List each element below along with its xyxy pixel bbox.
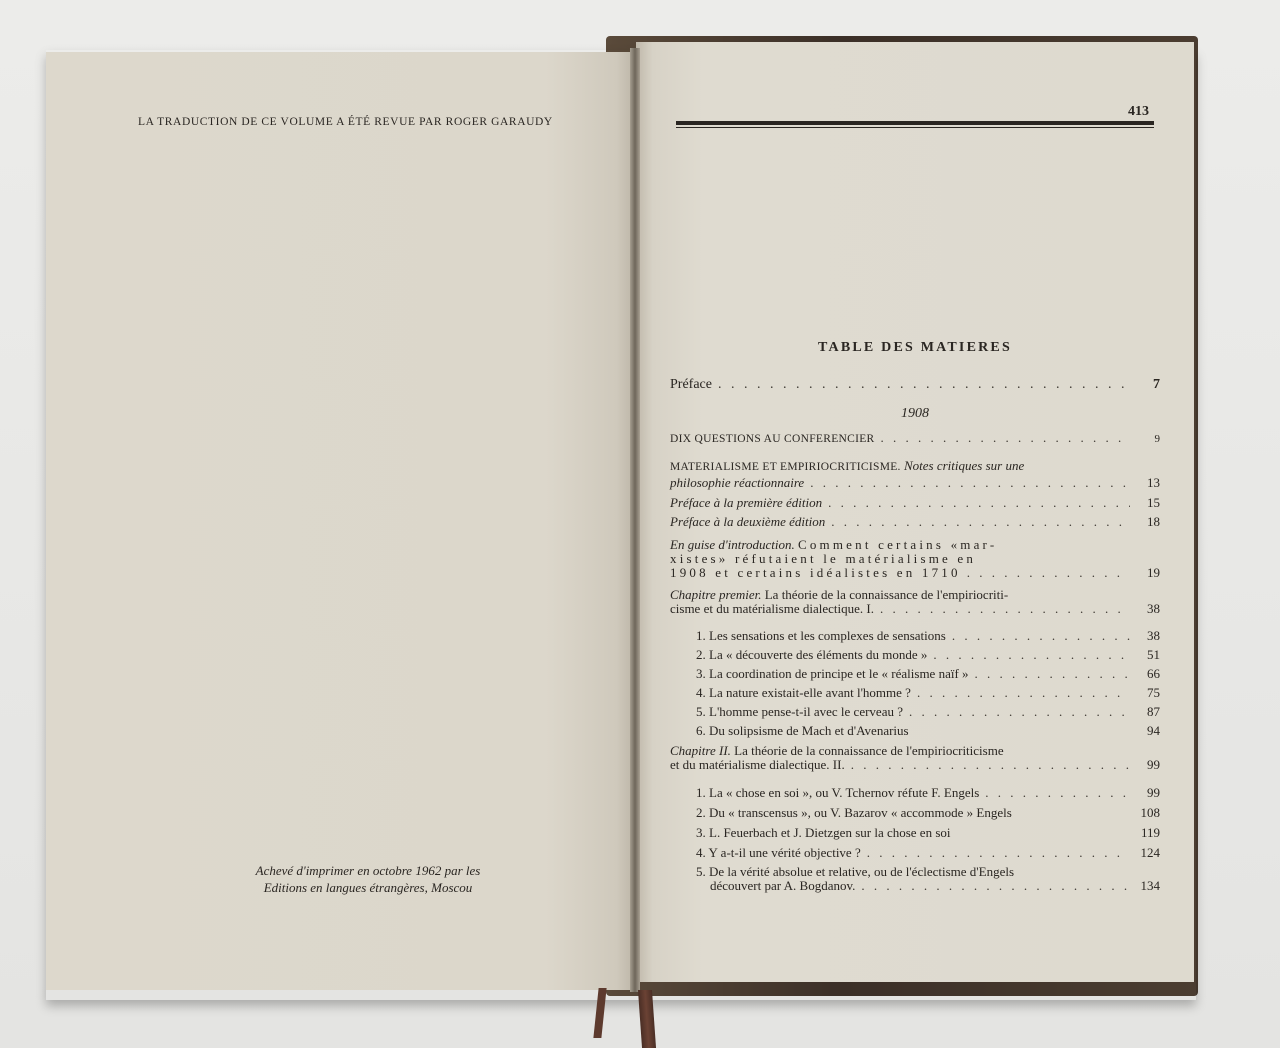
- toc-entry-preface-premiere: [670, 496, 1160, 510]
- toc-subsection: [696, 724, 1160, 738]
- toc-subsection-page: 87: [1147, 704, 1160, 719]
- toc-entry-page: 9: [1154, 433, 1160, 445]
- toc-subsection-page: 124: [1140, 845, 1160, 860]
- toc-entry-label: Préface à la première édition: [670, 495, 823, 510]
- left-page: [46, 52, 634, 990]
- dot-leader: [952, 629, 1130, 643]
- toc-entry-page: 19: [1147, 565, 1160, 580]
- header-rule-thick: [676, 121, 1154, 125]
- toc-subsection-label: 2. Du « transcensus », ou V. Bazarov « accommode » Engels: [696, 805, 1012, 820]
- toc-entry-introduction: [670, 538, 1160, 580]
- toc-subsection-page: 119: [1140, 825, 1160, 840]
- toc-entry-preface-deuxieme: [670, 515, 1160, 529]
- toc-subsection-label: 3. La coordination de principe et le « réalisme naïf »: [696, 666, 969, 681]
- toc-subsection-page: 75: [1147, 685, 1160, 700]
- toc-subsection-label: 3. L. Feuerbach et J. Dietzgen sur la chose en soi: [696, 825, 951, 840]
- toc-subsection-label: 5. De la vérité absolue et relative, ou de l'éclectisme d'Engels: [696, 864, 1015, 879]
- dot-leader: [861, 879, 1130, 893]
- toc-entry-dix-questions: [670, 431, 1160, 446]
- toc-subsection: [696, 686, 1160, 700]
- toc-subsection-label: 4. Y a-t-il une vérité objective ?: [696, 845, 861, 860]
- toc-subsection: [696, 786, 1160, 800]
- dot-leader: [831, 515, 1130, 529]
- book-gutter: [630, 48, 640, 992]
- toc-entry-label-italic: Chapitre premier.: [670, 587, 762, 602]
- dot-leader: [718, 378, 1130, 392]
- toc-subsection: [696, 846, 1160, 860]
- toc-subsection-label-2: découvert par A. Bogdanov.: [710, 878, 856, 893]
- toc-subsection-label: 1. Les sensations et les complexes de sensations: [696, 628, 946, 643]
- toc-entry-materialisme: [670, 459, 1160, 490]
- toc-subsection: [696, 705, 1160, 719]
- toc-subsection-label: 4. La nature existait-elle avant l'homme ?: [696, 685, 911, 700]
- toc-subsection-page: 94: [1147, 723, 1160, 738]
- toc-subsection-page: 99: [1147, 785, 1160, 800]
- toc-subsection-page: 66: [1147, 666, 1160, 681]
- toc-entry-label-3: 1908 et certains idéalistes en 1710: [670, 565, 961, 580]
- translation-note: LA TRADUCTION DE CE VOLUME A ÉTÉ REVUE PAR ROGER GARAUDY: [138, 116, 553, 128]
- toc-subsection: [696, 629, 1160, 643]
- dot-leader: [917, 686, 1130, 700]
- toc-subsection-label: 2. La « découverte des éléments du monde »: [696, 647, 928, 662]
- toc-subsection-page: 38: [1147, 628, 1160, 643]
- toc-subsection: [696, 826, 1160, 840]
- toc-subsection: [696, 648, 1160, 662]
- dot-leader: [881, 431, 1130, 445]
- toc-entry-label-italic: Notes critiques sur une: [903, 458, 1025, 473]
- toc-subsection: [696, 806, 1160, 820]
- toc-entry-page: 13: [1147, 475, 1160, 490]
- dot-leader: [909, 705, 1130, 719]
- toc-subsection-page: 51: [1147, 647, 1160, 662]
- right-page: [636, 42, 1194, 982]
- toc-subsection-label: 6. Du solipsisme de Mach et d'Avenarius: [696, 723, 909, 738]
- toc-entry-label-2: xistes» réfutaient le matérialisme en: [670, 551, 977, 566]
- toc-entry-page: 15: [1147, 495, 1160, 510]
- toc-title: TABLE DES MATIERES: [818, 340, 1012, 355]
- toc-subsection-page: 108: [1140, 805, 1160, 820]
- toc-subsection: [696, 865, 1160, 893]
- toc-subsection-page: 134: [1140, 878, 1160, 893]
- toc-entry-label: Préface à la deuxième édition: [670, 514, 826, 529]
- toc-entry-label: DIX QUESTIONS AU CONFERENCIER: [670, 433, 875, 445]
- toc-entry-label-2: cisme et du matérialisme dialectique. I.: [670, 601, 874, 616]
- toc-entry-preface: [670, 378, 1160, 392]
- dot-leader: [933, 648, 1130, 662]
- colophon: [208, 862, 528, 896]
- toc-entry-label-italic: En guise d'introduction.: [670, 537, 795, 552]
- header-rule-thin: [676, 127, 1154, 128]
- toc-entry-label-1: La théorie de la connaissance de l'empiriocriti-: [764, 587, 1009, 602]
- dot-leader: [867, 846, 1130, 860]
- section-year: 1908: [901, 406, 929, 421]
- toc-subsection-label: 1. La « chose en soi », ou V. Tchernov réfute F. Engels: [696, 785, 980, 800]
- toc-entry-label-2: philosophie réactionnaire: [670, 475, 805, 490]
- dot-leader: [880, 602, 1130, 616]
- toc-entry-label-1: La théorie de la connaissance de l'empiriocriticisme: [734, 743, 1004, 758]
- colophon-line-2: Editions en langues étrangères, Moscou: [263, 880, 473, 895]
- toc-entry-page: 7: [1153, 377, 1160, 392]
- dot-leader: [967, 566, 1130, 580]
- toc-entry-label-1: Comment certains «mar-: [797, 537, 998, 552]
- page-number: 413: [1128, 104, 1149, 119]
- toc-entry-page: 18: [1147, 514, 1160, 529]
- toc-entry-label-caps: MATERIALISME ET EMPIRIOCRITICISME.: [670, 461, 901, 473]
- dot-leader: [851, 758, 1130, 772]
- toc-entry-chapitre-1: [670, 588, 1160, 616]
- colophon-line-1: Achevé d'imprimer en octobre 1962 par les: [255, 863, 481, 878]
- toc-subsection-label: 5. L'homme pense-t-il avec le cerveau ?: [696, 704, 903, 719]
- toc-entry-label-2: et du matérialisme dialectique. II.: [670, 757, 845, 772]
- dot-leader: [810, 476, 1130, 490]
- toc-entry-label: Préface: [670, 377, 712, 392]
- toc-subsection: [696, 667, 1160, 681]
- toc-entry-page: 99: [1147, 757, 1160, 772]
- toc-entry-label-italic: Chapitre II.: [670, 743, 731, 758]
- toc-entry-chapitre-2: [670, 744, 1160, 772]
- dot-leader: [975, 667, 1130, 681]
- dot-leader: [985, 786, 1130, 800]
- dot-leader: [828, 496, 1130, 510]
- toc-entry-page: 38: [1147, 601, 1160, 616]
